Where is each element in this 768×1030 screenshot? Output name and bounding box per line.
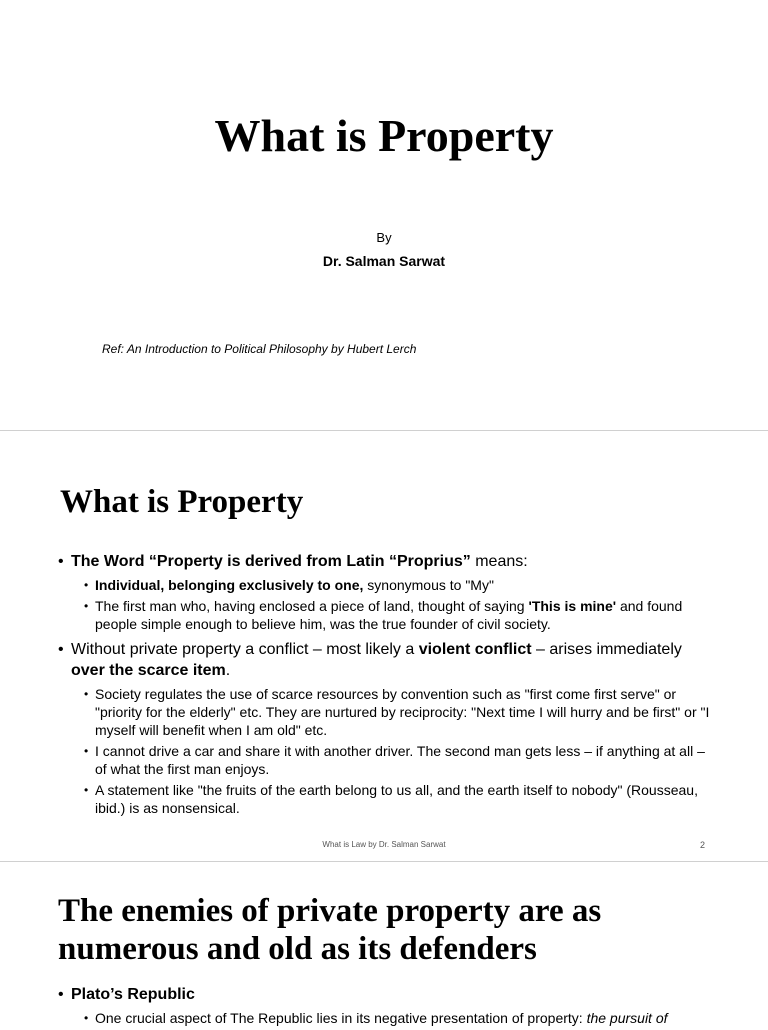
bullet-bold-text: Individual, belonging exclusively to one,	[95, 577, 364, 593]
page-number: 2	[700, 840, 706, 850]
bullet-plato	[58, 984, 728, 1005]
bullet-bold-text: The Word “Property is derived from Latin “Proprius”	[71, 553, 471, 570]
bullet-list	[58, 551, 718, 823]
bullet-text: .	[225, 662, 231, 679]
author-name: Dr. Salman Sarwat	[322, 253, 446, 269]
slide-heading: What is Property	[60, 484, 304, 520]
bullet-list	[58, 984, 728, 1030]
sub-bullet-republic	[84, 1009, 728, 1027]
bullet-text: – arises immediately	[531, 641, 682, 658]
bullet-text: Without private property a conflict – most likely a	[71, 641, 419, 658]
sub-bullet-first-man	[84, 597, 718, 633]
bullet-text: synonymous to "My"	[363, 577, 494, 593]
title-slide	[0, 0, 768, 430]
sub-bullet-society: • Society regulates the use of scarce resources by convention such as "first come first serve" or "priority for the elderly" etc. They are nurtured by reciprocity: "Next time I will hurry and be first" or "I myself will benefit when I am old" etc.	[84, 685, 718, 739]
sub-bullet-car: • I cannot drive a car and share it with another driver. The second man gets less – if anything at all – of what the first man enjoys.	[84, 742, 718, 778]
bullet-bold-text: Plato’s Republic	[71, 986, 195, 1003]
bullet-text: means:	[470, 553, 528, 570]
content-slide-2	[0, 430, 768, 861]
content-slide-3	[0, 861, 768, 1025]
bullet-text: One crucial aspect of The Republic lies in its negative presentation of property:	[95, 1010, 587, 1026]
bullet-bold-text: 'This is mine'	[528, 598, 617, 614]
bullet-conflict	[58, 639, 718, 681]
bullet-bold-text: over the scarce item	[71, 662, 226, 679]
bullet-text: The first man who, having enclosed a piece of land, thought of saying	[95, 598, 529, 614]
sub-bullet-meaning	[84, 576, 718, 594]
bullet-italic-text: the pursuit of	[586, 1010, 668, 1026]
sub-bullet-rousseau: • A statement like "the fruits of the earth belong to us all, and the earth itself to nobody" (Rousseau, ibid.) is as nonsensical.	[84, 781, 718, 817]
bullet-etymology	[58, 551, 718, 572]
reference-note: Ref: An Introduction to Political Philosophy by Hubert Lerch	[102, 342, 417, 356]
slide-footer: What is Law by Dr. Salman Sarwat	[322, 840, 446, 849]
bullet-text: and found people simple enough to believe him, was the true founder of civil society.	[95, 598, 683, 632]
bullet-bold-text: violent conflict	[418, 641, 532, 658]
byline-label: By	[376, 230, 392, 245]
slide-title: What is Property	[214, 110, 554, 161]
slide-heading: The enemies of private property are as numerous and old as its defenders	[58, 893, 602, 967]
